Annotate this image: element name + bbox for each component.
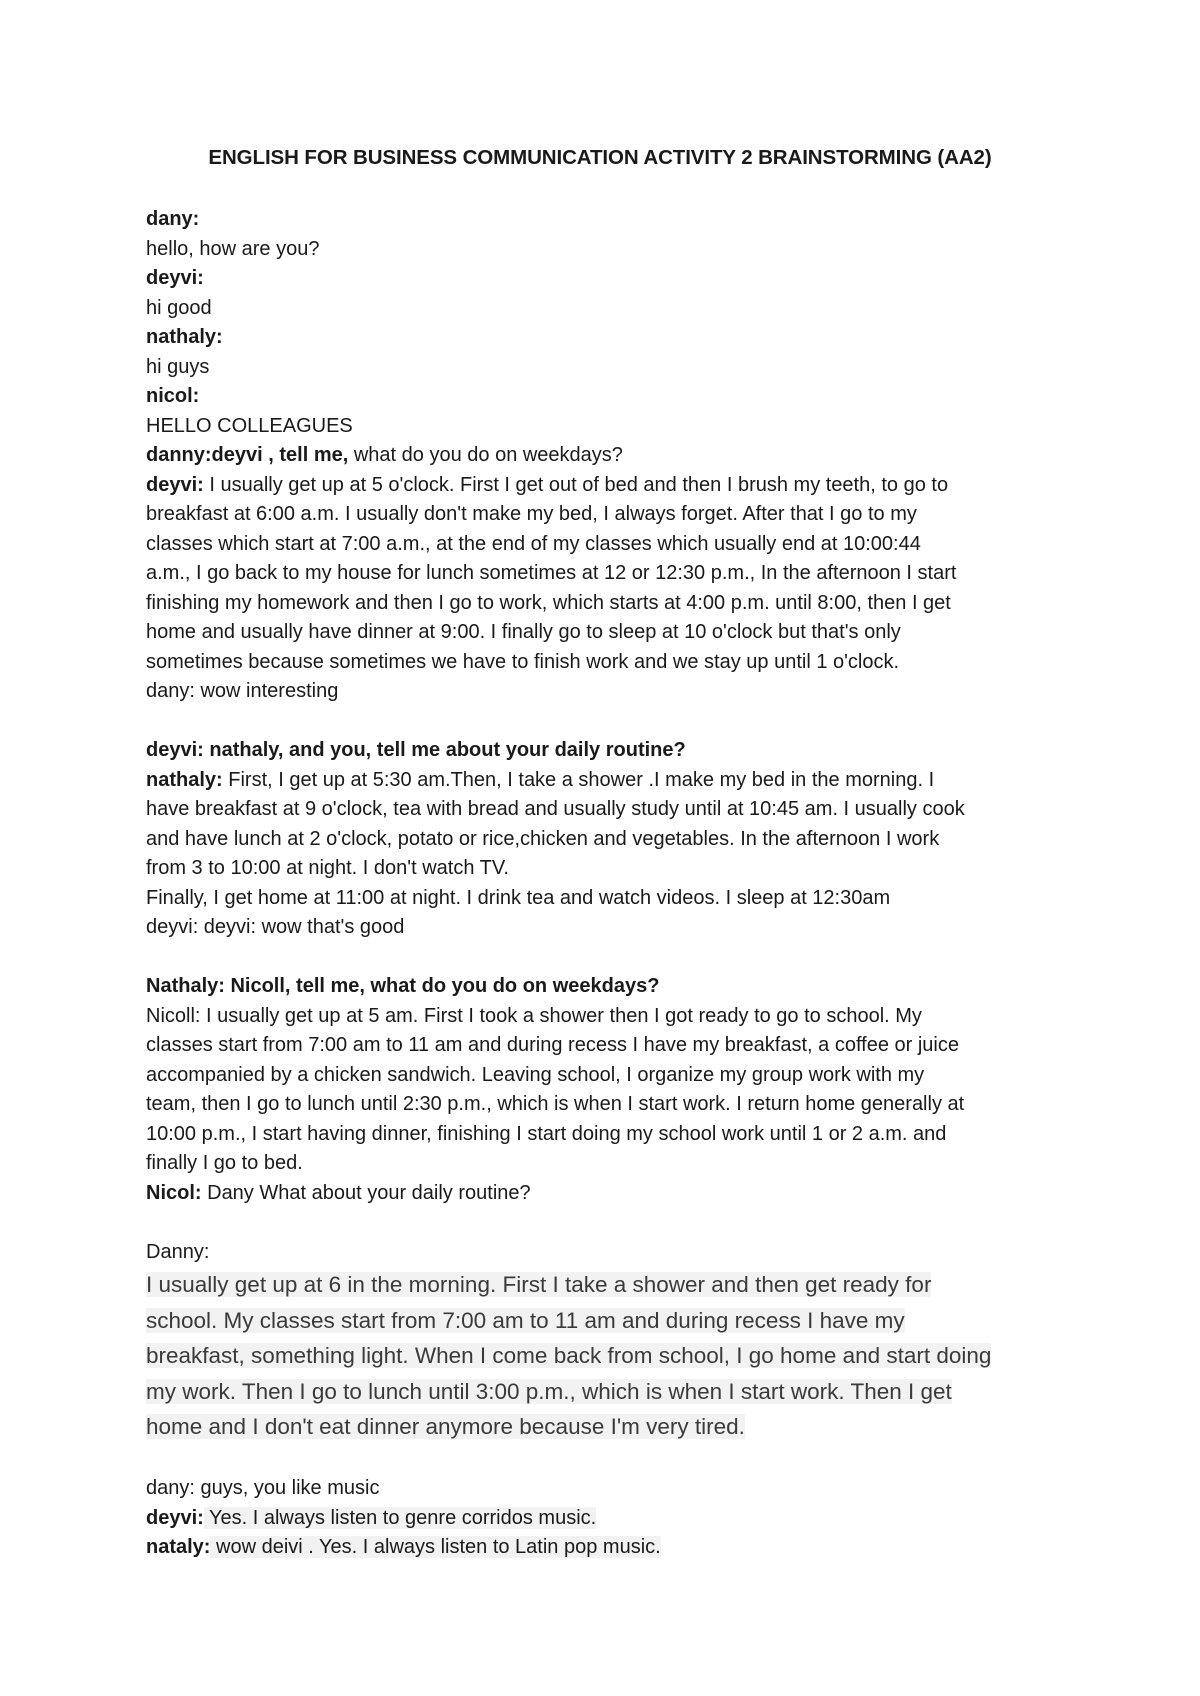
answer-line: accompanied by a chicken sandwich. Leaving school, I organize my group work with my [146,1063,925,1086]
answer-line: finally I go to bed. [146,1152,303,1174]
spacer [146,1445,1066,1475]
message-text: HELLO COLLEAGUES [146,414,353,437]
answer-line [146,471,1066,501]
answer-line: have breakfast at 9 o'clock, tea with bread and usually study until at 10:45 am. I usually cook [146,798,965,820]
speaker-label: deyvi: [146,1506,204,1529]
answer-line: Finally, I get home at 11:00 at night. I drink tea and watch videos. I sleep at 12:30am [146,886,891,909]
speaker-label: deyvi: [146,267,204,289]
speaker-label: nathaly: [146,326,223,348]
message-text: what do you do on weekdays? [348,444,623,466]
speaker-label: deyvi: [146,473,204,496]
message-text: I usually get up at 5 o'clock. First I get out of bed and then I brush my teeth, to go to [203,473,949,496]
message-text: Yes. I always listen to genre corridos music. [203,1506,597,1529]
answer-line: classes start from 7:00 am to 11 am and during recess I have my breakfast, a coffee or juice [146,1034,959,1056]
message-text: wow deivi . Yes. I always listen to Latin pop music. [210,1536,661,1558]
answer-line: 10:00 p.m., I start having dinner, finishing I start doing my school work until 1 or 2 a.m. and [146,1122,947,1145]
reply-line: dany: wow interesting [146,680,339,702]
reply-line: deyvi: deyvi: wow that's good [146,916,405,938]
speaker-label: nathaly: [146,768,223,791]
answer-line: Nicoll: I usually get up at 5 am. First I took a shower then I got ready to go to school. My [146,1004,922,1027]
answer-line: school. My classes start from 7:00 am to 11 am and during recess I have my [146,1307,905,1333]
spacer [146,707,1066,737]
highlighted-answer [146,1267,1066,1445]
answer-line: breakfast, something light. When I come back from school, I go home and start doing [146,1343,992,1368]
message-text: hi good [146,296,212,319]
speaker-label: dany: [146,208,200,230]
answer-line: breakfast at 6:00 a.m. I usually don't make my bed, I always forget. After that I go to my [146,503,917,525]
answer-line: my work. Then I go to lunch until 3:00 p.m., which is when I start work. Then I get [146,1378,952,1404]
answer-line: sometimes because sometimes we have to finish work and we stay up until 1 o'clock. [146,650,900,673]
conversation [146,205,1066,1563]
answer-line: I usually get up at 6 in the morning. First I take a shower and then get ready for [146,1272,932,1297]
answer-line: finishing my homework and then I go to work, which starts at 4:00 p.m. until 8:00, then I get [146,591,951,614]
speaker-label: nicol: [146,385,200,407]
answer-line [146,1504,1066,1534]
reply-line [146,1179,1066,1209]
message-text: Dany What about your daily routine? [201,1181,531,1204]
message-text: First, I get up at 5:30 am.Then, I take a shower .I make my bed in the morning. I [222,768,935,791]
question-line: Nathaly: Nicoll, tell me, what do you do on weekdays? [146,975,660,997]
answer-line: a.m., I go back to my house for lunch sometimes at 12 or 12:30 p.m., In the afternoon I start [146,562,957,584]
speaker-label: Danny: [146,1240,210,1263]
message-text: hi guys [146,355,210,378]
answer-line: from 3 to 10:00 at night. I don't watch TV. [146,857,509,879]
answer-line [146,766,1066,796]
answer-line: home and usually have dinner at 9:00. I finally go to sleep at 10 o'clock but that's only [146,621,901,643]
answer-line [146,1533,1066,1563]
answer-line: home and I don't eat dinner anymore because I'm very tired. [146,1414,745,1439]
speaker-label: nataly: [146,1536,211,1558]
document-title: ENGLISH FOR BUSINESS COMMUNICATION ACTIVITY 2 BRAINSTORMING (AA2) [208,146,992,169]
question-line: deyvi: nathaly, and you, tell me about your daily routine? [146,739,686,761]
answer-line: and have lunch at 2 o'clock, potato or rice,chicken and vegetables. In the afternoon I work [146,827,940,850]
spacer [146,1208,1066,1238]
question-line: dany: guys, you like music [146,1477,380,1499]
speaker-label: Nicol: [146,1181,202,1204]
speaker-label: danny:deyvi , tell me, [146,444,349,466]
answer-line: classes which start at 7:00 a.m., at the end of my classes which usually end at 10:00:44 [146,532,921,555]
question-line [146,441,1066,471]
message-text: hello, how are you? [146,237,320,260]
answer-line: team, then I go to lunch until 2:30 p.m., which is when I start work. I return home generally at [146,1093,965,1115]
spacer [146,943,1066,973]
